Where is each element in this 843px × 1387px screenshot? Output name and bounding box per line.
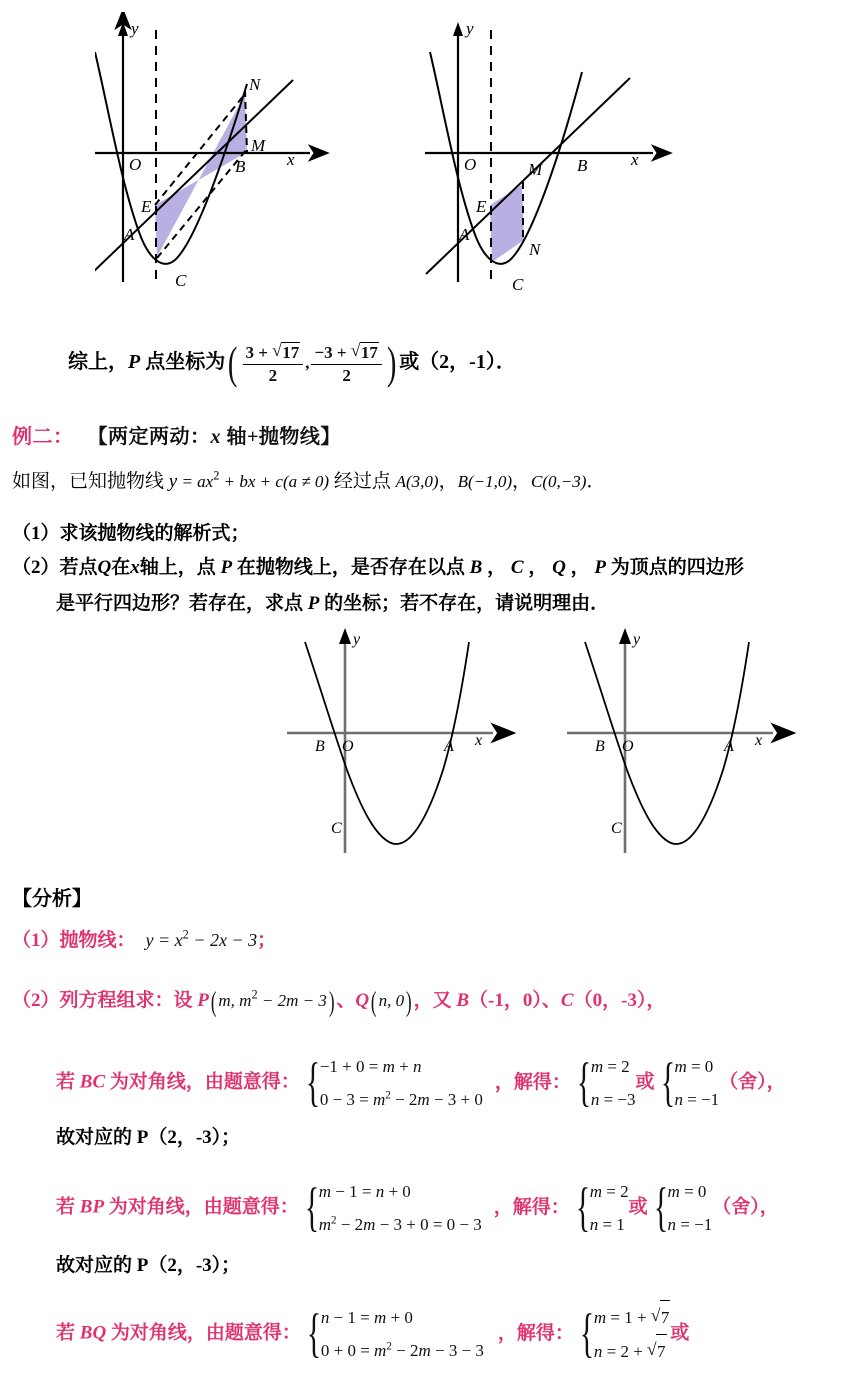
label-O: O <box>342 738 354 755</box>
label-C: C <box>611 820 622 837</box>
case-bc-connector: ，解得： <box>494 1071 571 1093</box>
conclusion-tail: 或（2，-1）． <box>399 351 516 374</box>
brace-icon: { <box>304 1177 319 1238</box>
case-bp-name: BP <box>79 1196 105 1218</box>
q2-p: P <box>220 557 233 578</box>
example-bracket-x: x <box>210 426 221 448</box>
analysis-2-P-args-sup: 2 <box>251 987 258 1002</box>
analysis-1-eq-rest2: − 2x − 3 <box>188 930 258 950</box>
case-bc <box>56 1050 786 1116</box>
conclusion-mid: 点坐标为 <box>140 351 226 374</box>
frac1-radicand: 17 <box>282 343 300 362</box>
case-bc-lead-a: 若 <box>56 1071 80 1093</box>
conclusion-lead: 综上， <box>68 351 128 374</box>
label-A: A <box>724 738 734 755</box>
analysis-item-1 <box>12 925 276 952</box>
q2-l2-b: 的坐标；若不存在，请说明理由． <box>319 593 610 614</box>
case-bp-lead-b: 为对角线，由题意得： <box>104 1196 299 1218</box>
brace-icon: { <box>306 1303 322 1364</box>
label-N: N <box>249 75 261 94</box>
q2-e: ， <box>482 557 511 578</box>
question-1-num: （1） <box>12 523 60 544</box>
case-bq-lead-a: 若 <box>56 1322 80 1344</box>
case-bp-solution-1 <box>570 1175 629 1241</box>
q2-c: 轴上，点 <box>139 557 221 578</box>
case-bp-system <box>299 1175 482 1241</box>
analysis-2-sep2: ，又 <box>413 990 457 1011</box>
frac2-den: 2 <box>342 365 351 385</box>
q2-b: 在 <box>111 557 131 578</box>
q2-q: Q <box>97 557 112 578</box>
figure-parabola-shaded-2 <box>425 12 705 312</box>
label-y: y <box>633 631 641 648</box>
case-bq-sol-m: m = 1 + √ 7 <box>594 1300 670 1334</box>
analysis-2-C: C <box>560 990 574 1011</box>
q2-B: B <box>469 557 483 578</box>
case-bq-sol-n: n = 2 + √ 7 <box>594 1334 670 1368</box>
case-bc-result-text: 故对应的 P（2，-3）； <box>56 1127 241 1148</box>
label-A: A <box>459 225 470 244</box>
q2-Q: Q <box>552 557 566 578</box>
q2-a: 若点 <box>59 557 98 578</box>
analysis-1-end: ； <box>257 930 277 951</box>
q2-l2-p: P <box>307 593 320 614</box>
analysis-2-sep3: 、 <box>541 990 561 1011</box>
stem-eq-sup: 2 <box>213 468 220 483</box>
label-O: O <box>129 155 142 174</box>
stem-eq-rest2: + bx + c(a ≠ 0) <box>219 472 330 491</box>
analysis-item-2: （2）列方程组求：设 P( m, $m^2 - 2m - 3$)、Q( n, 0)，又 B（-1，0）、C（0，-3）， <box>12 987 666 1019</box>
example-bracket-b: 轴+抛物线】 <box>221 426 341 448</box>
case-bc-solution-1 <box>571 1050 636 1116</box>
label-B: B <box>577 156 588 175</box>
figure-parabola-axes-1 <box>287 620 532 875</box>
q2-C: C <box>510 557 524 578</box>
label-C: C <box>331 820 342 837</box>
case-bc-sol2-m: m = 0 <box>674 1057 714 1076</box>
analysis-title <box>12 882 92 911</box>
analysis-title-text: 【分析】 <box>12 888 92 910</box>
case-bc-sol2-n: n = −1 <box>674 1090 720 1110</box>
case-bp-result-text: 故对应的 P（2，-3）； <box>56 1255 241 1276</box>
stem-sep1: ， <box>438 471 458 492</box>
case-bp-sol2-m: m = 0 <box>667 1182 707 1201</box>
label-E: E <box>476 197 487 216</box>
stem-eq-y: y <box>168 471 178 492</box>
case-bq-name: BQ <box>79 1322 107 1344</box>
analysis-1-label: （1）抛物线： <box>12 930 136 951</box>
label-B: B <box>235 157 246 176</box>
analysis-1-eq-rest: = x <box>153 930 183 950</box>
question-1-text: 求该抛物线的解析式； <box>59 523 250 544</box>
case-bp-reject: （舍）， <box>712 1196 779 1218</box>
case-bp-sol2-n: n = −1 <box>667 1215 713 1235</box>
label-E: E <box>141 197 152 216</box>
label-A: A <box>124 225 135 244</box>
question-2-line-1 <box>12 552 744 579</box>
label-C: C <box>512 275 524 294</box>
stem-point-b: B(−1,0) <box>457 472 513 491</box>
label-y: y <box>131 19 139 38</box>
radicand-7b: 7 <box>656 1334 667 1368</box>
case-bq-system <box>301 1301 484 1367</box>
label-x: x <box>287 150 295 169</box>
question-2-num: （2） <box>12 557 60 578</box>
analysis-2-B-val: （-1，0） <box>469 990 542 1011</box>
case-bc-system <box>300 1050 483 1116</box>
left-paren: ( <box>228 337 238 389</box>
analysis-2-label: （2）列方程组求：设 <box>12 990 198 1011</box>
question-2-line-2 <box>56 588 609 615</box>
case-bq-eq-2: $0 + 0 = m^2 - 2m - 3 - 3$ <box>320 1340 484 1361</box>
label-x: x <box>631 150 639 169</box>
analysis-2-sep1: 、 <box>336 990 356 1011</box>
analysis-2-B: B <box>456 990 470 1011</box>
case-bq <box>56 1300 689 1368</box>
label-y: y <box>353 631 361 648</box>
stem-sep2: ， <box>512 471 532 492</box>
frac2-radicand: 17 <box>360 343 378 362</box>
case-bp-sol1-n: n = 1 <box>589 1215 625 1235</box>
analysis-2-Q-args: n, 0 <box>378 991 405 1010</box>
brace-icon: { <box>653 1177 668 1238</box>
label-O: O <box>464 155 477 174</box>
analysis-2-P-args-a: m, m <box>218 991 252 1010</box>
case-bp-result <box>56 1250 240 1277</box>
case-bc-result <box>56 1122 240 1149</box>
brace-icon: { <box>575 1177 590 1238</box>
radicand-7a: 7 <box>660 1300 671 1334</box>
stem-text-a: 如图，已知抛物线 <box>12 471 169 492</box>
case-bc-eq-2: $0 - 3 = m^2 - 2m - 3 + 0$ <box>319 1089 483 1110</box>
case-bc-reject: （舍）， <box>719 1071 786 1093</box>
case-bp-sol1-m: m = 2 <box>589 1182 629 1201</box>
case-bc-name: BC <box>79 1071 106 1093</box>
example-label: 例二： <box>12 426 74 448</box>
case-bp-eq-1: m − 1 = n + 0 <box>318 1182 411 1201</box>
analysis-2-C-val: （0，-3） <box>573 990 647 1011</box>
stem-end: ． <box>586 471 606 492</box>
case-bq-or: 或 <box>670 1322 690 1344</box>
label-N: N <box>529 240 541 259</box>
label-B: B <box>315 738 325 755</box>
label-C: C <box>175 271 187 290</box>
question-1 <box>12 518 250 545</box>
case-bc-solution-2 <box>655 1050 720 1116</box>
figure-parabola-axes-2 <box>567 620 812 875</box>
case-bp-lead-a: 若 <box>56 1196 80 1218</box>
frac2-num-a: −3 + <box>314 343 351 362</box>
brace-icon: { <box>305 1052 320 1113</box>
label-M: M <box>528 160 543 179</box>
example-heading <box>12 420 341 449</box>
case-bp-solution-2 <box>648 1175 713 1241</box>
case-bc-eq-1: −1 + 0 = m + n <box>319 1057 422 1076</box>
case-bp-eq-2: $m^2 - 2m - 3 + 0 = 0 - 3$ <box>318 1214 482 1235</box>
q2-d: 在抛物线上，是否存在以点 <box>232 557 470 578</box>
q2-x: x <box>130 557 140 578</box>
q2-g: ， <box>565 557 595 578</box>
brace-icon: { <box>660 1052 675 1113</box>
case-bp-connector: ，解得： <box>493 1196 570 1218</box>
analysis-2-P: P <box>197 990 209 1011</box>
label-B: B <box>595 738 605 755</box>
stem-point-c: C(0,−3) <box>531 472 587 491</box>
stem-eq-rest: = ax <box>177 472 214 491</box>
fraction-1 <box>243 342 304 385</box>
label-y: y <box>466 19 474 38</box>
case-bq-eq-1: n − 1 = m + 0 <box>320 1308 413 1327</box>
stem-point-a: A(3,0) <box>395 472 439 491</box>
case-bq-solution-1 <box>574 1300 670 1368</box>
conclusion-var-p: P <box>128 351 141 374</box>
figure-parabola-shaded-1 <box>95 12 360 312</box>
example-stem <box>12 466 605 493</box>
example-bracket-a: 【两定两动： <box>87 426 211 448</box>
label-x: x <box>755 732 763 749</box>
q2-f: ， <box>523 557 553 578</box>
label-M: M <box>251 136 266 155</box>
case-bc-lead-b: 为对角线，由题意得： <box>105 1071 300 1093</box>
case-bq-lead-b: 为对角线，由题意得： <box>106 1322 301 1344</box>
coord-comma: , <box>305 353 310 373</box>
stem-text-b: 经过点 <box>329 471 396 492</box>
case-bp-or: 或 <box>628 1196 648 1218</box>
q2-P: P <box>594 557 606 578</box>
label-x: x <box>475 732 483 749</box>
analysis-2-end: ， <box>646 990 666 1011</box>
brace-icon: { <box>579 1303 595 1364</box>
fraction-2 <box>311 342 381 385</box>
label-A: A <box>444 738 454 755</box>
case-bc-sol1-m: m = 2 <box>590 1057 630 1076</box>
right-paren: ) <box>386 337 397 389</box>
analysis-2-Q: Q <box>355 990 370 1011</box>
q2-h: 为顶点的四边形 <box>605 557 744 578</box>
q2-l2-a: 是平行四边形？若存在，求点 <box>56 593 308 614</box>
case-bp <box>56 1175 779 1241</box>
analysis-2-P-args-b: − 2m − 3 <box>257 991 327 1010</box>
frac1-den: 2 <box>268 365 278 385</box>
label-O: O <box>622 738 634 755</box>
brace-icon: { <box>576 1052 591 1113</box>
analysis-1-eq-y: y <box>145 930 154 950</box>
frac1-num-a: 3 + <box>245 343 273 362</box>
analysis-1-eq-sup: 2 <box>182 927 189 942</box>
case-bq-connector: ，解得： <box>497 1322 574 1344</box>
case-bc-sol1-n: n = −3 <box>590 1090 636 1110</box>
case-bc-or: 或 <box>635 1071 655 1093</box>
conclusion-line <box>68 337 516 389</box>
